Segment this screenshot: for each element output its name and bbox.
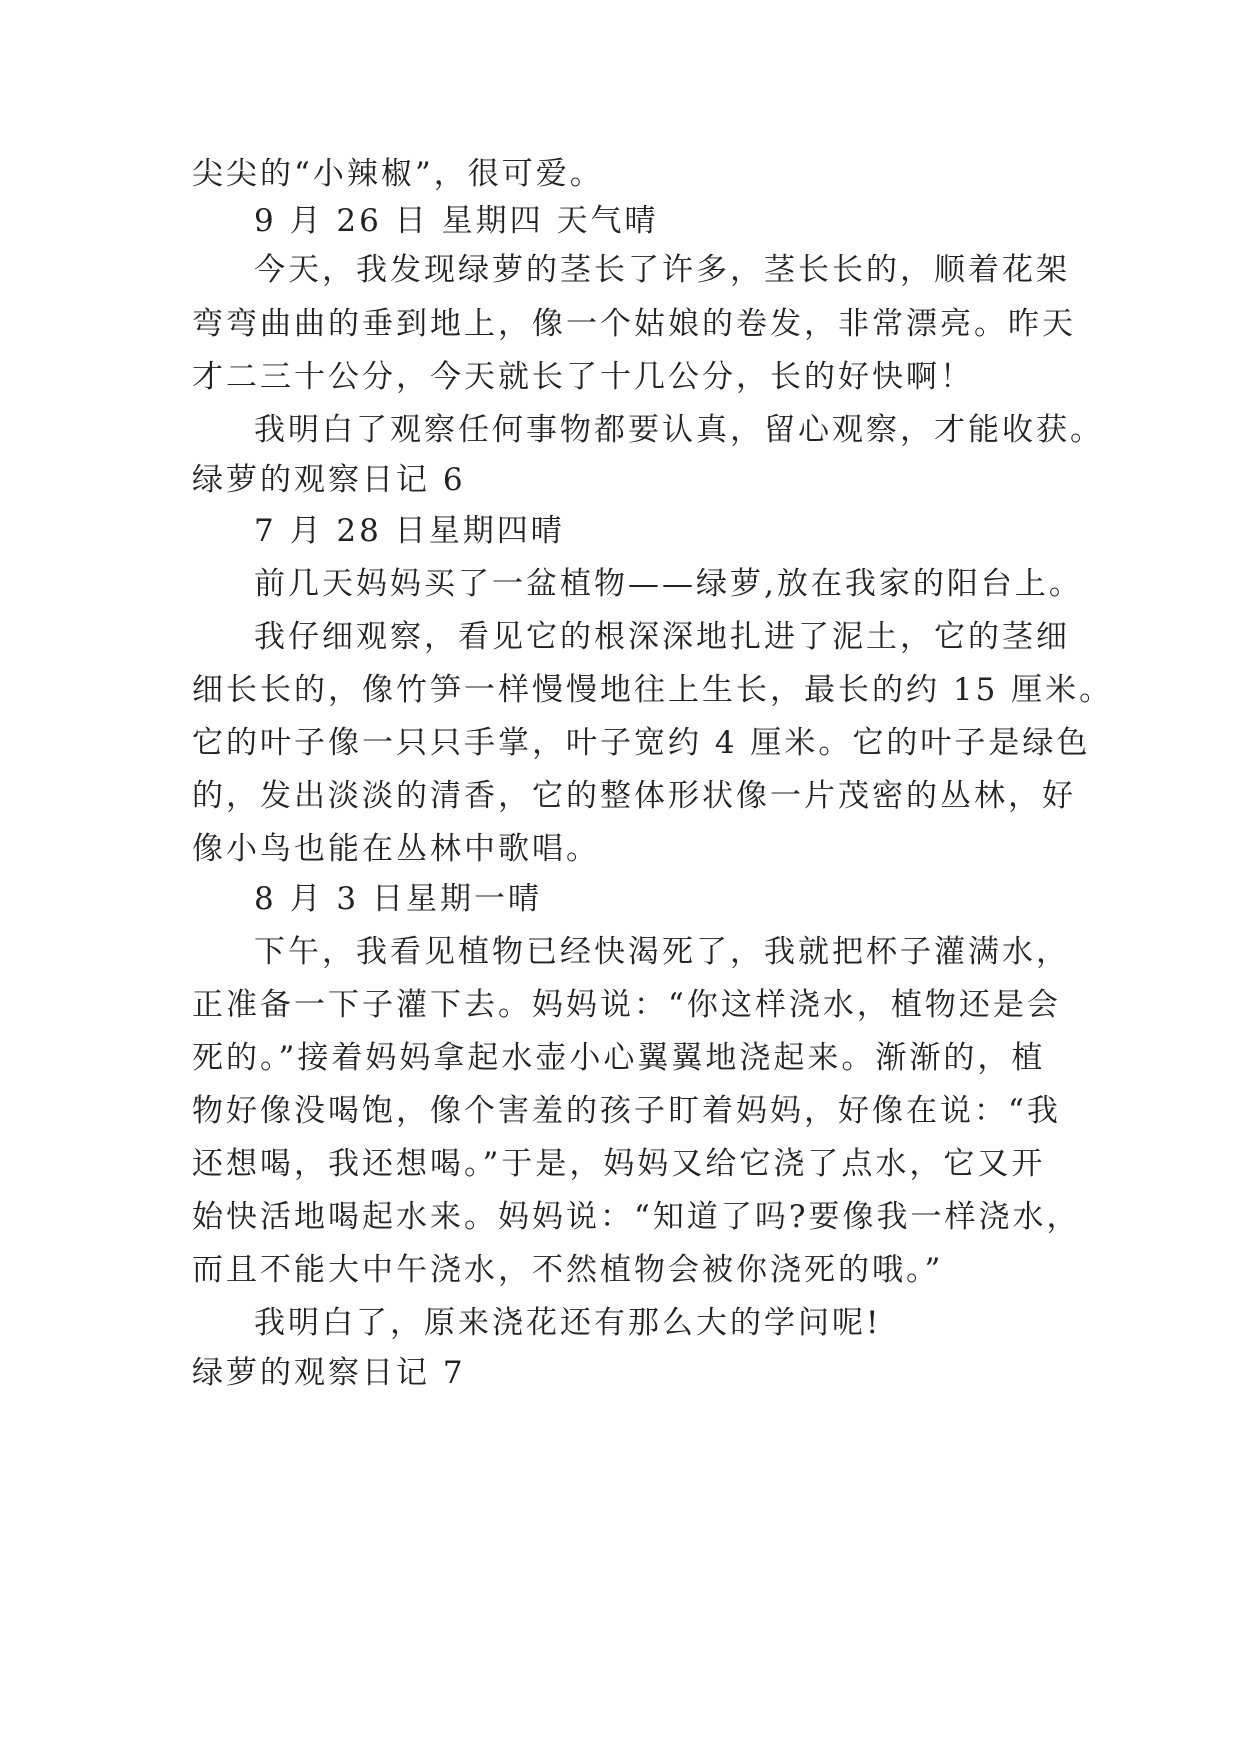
paragraph-line: 我明白了观察任何事物都要认真，留心观察，才能收获。 <box>254 412 1104 448</box>
diary-date-line: 9 月 26 日 星期四 天气晴 <box>254 203 659 239</box>
paragraph-line: 物好像没喝饱，像个害羞的孩子盯着妈妈，好像在说：“我 <box>192 1093 1061 1129</box>
paragraph-line: 我仔细观察，看见它的根深深地扎进了泥土，它的茎细 <box>254 619 1070 655</box>
section-heading: 绿萝的观察日记 6 <box>192 462 466 498</box>
paragraph-line: 才二三十公分，今天就长了十几公分，长的好快啊！ <box>192 359 974 395</box>
paragraph-line: 始快活地喝起水来。妈妈说：“知道了吗?要像我一样浇水， <box>192 1199 1081 1235</box>
paragraph-line: 下午，我看见植物已经快渴死了，我就把杯子灌满水， <box>254 934 1070 970</box>
paragraph-line: 死的。”接着妈妈拿起水壶小心翼翼地浇起来。渐渐的，植 <box>192 1040 1046 1076</box>
paragraph-line: 前几天妈妈买了一盆植物——绿萝,放在我家的阳台上。 <box>254 566 1083 602</box>
section-heading: 绿萝的观察日记 7 <box>192 1355 466 1391</box>
paragraph-line: 今天，我发现绿萝的茎长了许多，茎长长的，顺着花架 <box>254 252 1070 288</box>
paragraph-line: 而且不能大中午浇水，不然植物会被你浇死的哦。” <box>192 1252 944 1288</box>
paragraph-line: 还想喝，我还想喝。”于是，妈妈又给它浇了点水，它又开 <box>192 1146 1046 1182</box>
diary-date-line: 7 月 28 日星期四晴 <box>254 513 565 549</box>
paragraph-line: 它的叶子像一只只手掌，叶子宽约 4 厘米。它的叶子是绿色 <box>192 725 1091 761</box>
paragraph-line: 像小鸟也能在丛林中歌唱。 <box>192 831 600 867</box>
paragraph-line: 我明白了，原来浇花还有那么大的学问呢! <box>254 1305 882 1341</box>
diary-date-line: 8 月 3 日星期一晴 <box>254 881 543 917</box>
paragraph-line: 正准备一下子灌下去。妈妈说：“你这样浇水，植物还是会 <box>192 987 1061 1023</box>
paragraph-line: 的，发出淡淡的清香，它的整体形状像一片茂密的丛林，好 <box>192 778 1076 814</box>
text-line: 尖尖的“小辣椒”，很可爱。 <box>192 156 604 192</box>
paragraph-line: 弯弯曲曲的垂到地上，像一个姑娘的卷发，非常漂亮。昨天 <box>192 306 1076 342</box>
paragraph-line: 细长长的，像竹笋一样慢慢地往上生长，最长的约 15 厘米。 <box>192 672 1114 708</box>
